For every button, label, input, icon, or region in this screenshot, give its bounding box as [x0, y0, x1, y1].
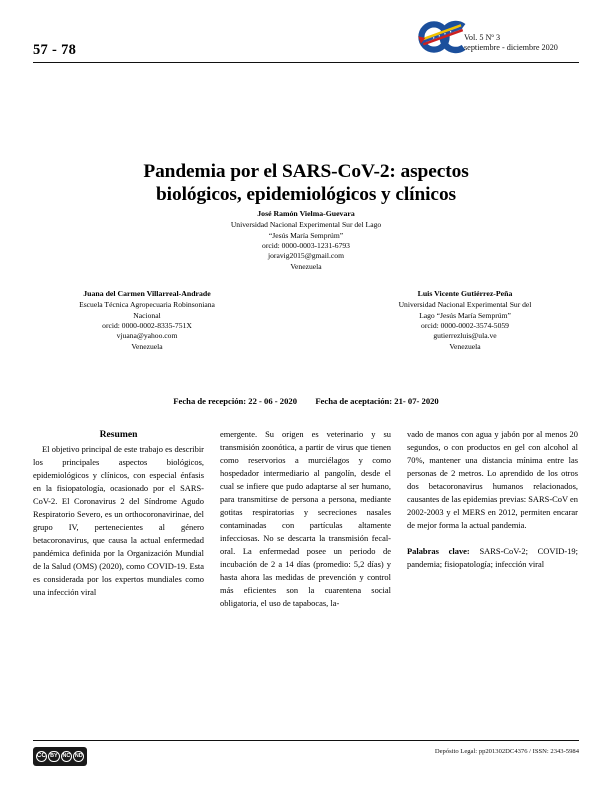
- abstract-text-part-3: vado de manos con agua y jabón por al menos 20 segundos, o con productos en gel con alcohol al 70%, mantener una distancia mínima entre las personas de 2 metros. Lo aprendido de los otros dos betacoronavirus humanos relacionados, causantes de las epidemias previas: SARS-CoV en 2002-2003 y el MERS en 2012, permiten encarar de mejor forma la actual pandemia.: [407, 429, 578, 531]
- acceptance-date: Fecha de aceptación: 21- 07- 2020: [315, 396, 439, 406]
- author-affiliation-line-2: “Jesús María Semprúm”: [268, 230, 344, 240]
- abstract-heading: Resumen: [99, 429, 138, 440]
- masthead-divider: [33, 62, 579, 63]
- abstract-column-3: [407, 428, 578, 678]
- author-affiliation-line-1: Universidad Nacional Experimental Sur del: [398, 300, 532, 310]
- author-affiliation-line-2: Lago “Jesús María Semprúm”: [419, 310, 511, 320]
- footer-divider: [33, 740, 579, 741]
- author-block-third: [351, 289, 579, 352]
- article-title-line-2: biológicos, epidemiológicos y clínicos: [156, 183, 456, 205]
- author-email: vjuana@yahoo.com: [116, 331, 178, 341]
- abstract-column-2: [220, 428, 391, 678]
- author-block-coauthors: [33, 289, 579, 352]
- page-masthead: [0, 0, 612, 72]
- author-email: joravig2015@gmail.com: [268, 251, 344, 261]
- deposito-legal-issn: Depósito Legal: pp201302DC4376 / ISSN: 2343-5984: [434, 748, 579, 755]
- article-title-line-1: Pandemia por el SARS-CoV-2: aspectos: [143, 160, 469, 182]
- cc-by-icon: BY: [48, 751, 59, 763]
- author-block-primary: [106, 209, 506, 272]
- page-range-label: 57 - 78: [33, 42, 77, 58]
- author-name: José Ramón Vielma-Guevara: [257, 209, 355, 218]
- author-name: Juana del Carmen Villarreal-Andrade: [83, 289, 211, 298]
- author-country: Venezuela: [449, 341, 481, 351]
- author-orcid: orcid: 0000-0002-8335-751X: [102, 320, 192, 330]
- author-block-second: [33, 289, 261, 352]
- abstract-column-1: [33, 428, 204, 678]
- author-country: Venezuela: [131, 341, 163, 351]
- author-affiliation-line-2: Nacional: [133, 310, 161, 320]
- cc-nc-icon: NC: [61, 751, 72, 763]
- reception-date: Fecha de recepción: 22 - 06 - 2020: [173, 396, 297, 406]
- abstract-text-part-1: El objetivo principal de este trabajo es describir los principales aspectos biológicos, epidemiológicos y clínicos, con especial énfasis en la fisiopatología, ocasionado por el SARS-CoV-2. El Coronavirus 2 del Síndrome Agudo Respiratorio Severo, es un orthocoronavirinae, del grupo IV, pertenecientes al género betacoronavirus, que causa la actual enfermedad pandémica definida por la Organización Mundial de la Salud (OMS) (2020), como COVID-19. Esta es considerada por los expertos mundiales como una infección viral: [33, 443, 204, 597]
- author-email: gutierrezluis@ula.ve: [433, 331, 497, 341]
- keywords-value: SARS-CoV-2; COVID-19; pandemia; fisiopatología; infección viral: [407, 546, 578, 570]
- article-title: [60, 161, 552, 207]
- keywords-block: [407, 545, 578, 571]
- author-orcid: orcid: 0000-0002-3574-5059: [421, 320, 509, 330]
- author-affiliation-line-1: Escuela Técnica Agropecuaria Robinsoniana: [79, 300, 215, 310]
- cc-nd-icon: ND: [73, 751, 84, 763]
- author-country: Venezuela: [290, 261, 322, 271]
- abstract-section: [33, 428, 579, 678]
- journal-oc-logo-icon: [418, 18, 470, 58]
- author-name: Luis Vicente Gutiérrez-Peña: [417, 289, 513, 298]
- submission-dates: [33, 396, 579, 406]
- journal-volume: Vol. 5 Nº 3: [464, 33, 501, 42]
- author-affiliation-line-1: Universidad Nacional Experimental Sur del Lago: [230, 220, 382, 230]
- cc-by-nc-nd-license-badge[interactable]: [33, 747, 87, 766]
- author-orcid: orcid: 0000-0003-1231-6793: [262, 240, 350, 250]
- journal-issue-date: septiembre - diciembre 2020: [464, 43, 558, 52]
- abstract-text-part-2: emergente. Su origen es veterinario y su transmisión zoonótica, a partir de virus que tienen como reservorios a murciélagos y como hospedador intermediario al pangolín, desde el cual se infiere que pudo adaptarse al ser humano, para transmitirse de persona a persona, mediante gotitas respiratorias y secreciones nasales contaminadas con partículas altamente infecciosas. No se descarta la transmisión fecal-oral. La enfermedad posee un periodo de incubación de 2 a 14 días (promedio: 5,2 días) y hasta ahora las medidas de prevención y control más eficientes son la cuarentena social obligatoria, el uso de tapabocas, la-: [220, 429, 391, 609]
- journal-issue-info: [464, 33, 558, 53]
- keywords-label: Palabras clave:: [407, 546, 470, 557]
- cc-icon: CC: [36, 751, 48, 763]
